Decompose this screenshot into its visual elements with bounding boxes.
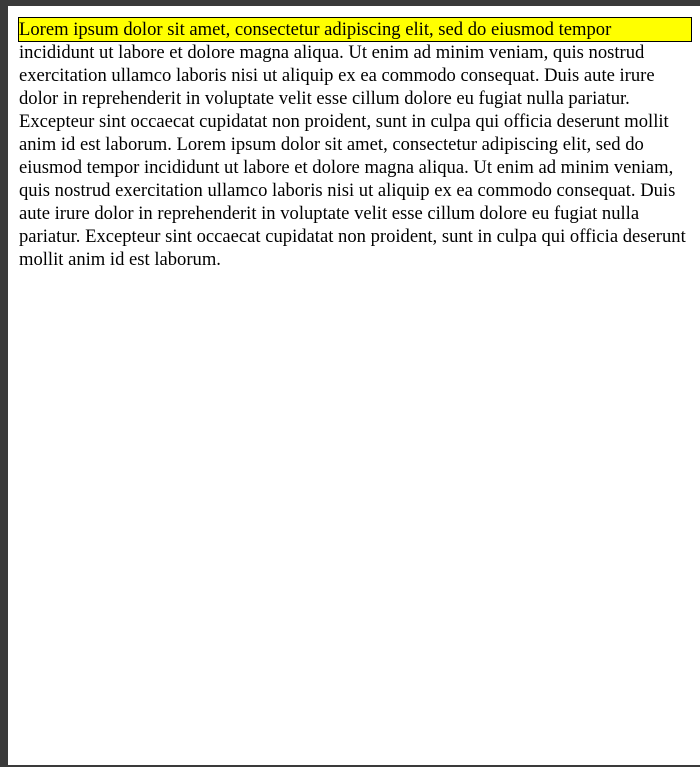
paragraph-body-text: incididunt ut labore et dolore magna aliqua. Ut enim ad minim veniam, quis nostrud exercitation ullamco laboris nisi ut aliquip ex ea commodo consequat. Duis aute irure dolor in reprehenderit in voluptate velit esse cillum dolore eu fugiat nulla pariatur. Excepteur sint occaecat cupidatat non proident, sunt in culpa qui officia deserunt mollit anim id est laborum. Lorem ipsum dolor sit amet, consectetur adipiscing elit, sed do eiusmod tempor incididunt ut labore et dolore magna aliqua. Ut enim ad minim veniam, quis nostrud exercitation ullamco laboris nisi ut aliquip ex ea commodo consequat. Duis aute irure dolor in reprehenderit in voluptate velit esse cillum dolore eu fugiat nulla pariatur. Excepteur sint occaecat cupidatat non proident, sunt in culpa qui officia deserunt mollit anim id est laborum. [19,42,686,270]
paragraph [19,18,691,271]
highlighted-line[interactable]: Lorem ipsum dolor sit amet, consectetur adipiscing elit, sed do eiusmod tempor [19,18,691,41]
document-page [8,6,700,765]
